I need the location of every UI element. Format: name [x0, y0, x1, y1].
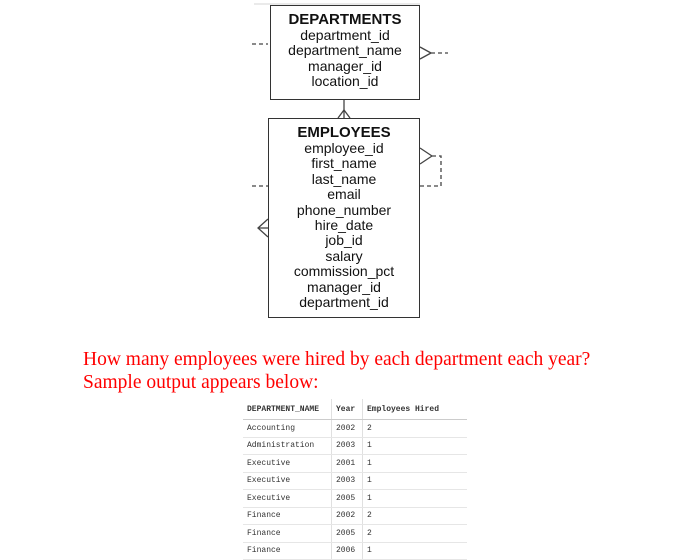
- column-header: DEPARTMENT_NAME: [243, 399, 332, 420]
- column-header: Employees Hired: [363, 399, 468, 420]
- table-cell: Executive: [243, 472, 332, 490]
- sample-output-table: [243, 399, 467, 560]
- employees-attr: salary: [325, 247, 363, 264]
- employees-attr: department_id: [299, 294, 389, 311]
- table-row: [243, 420, 467, 438]
- table-cell: 2: [363, 525, 468, 543]
- question-text: How many employees were hired by each department each year? Sample output appears below:: [83, 349, 591, 393]
- table-cell: 1: [363, 455, 468, 473]
- table-cell: 2002: [332, 420, 363, 438]
- table-row: [243, 507, 467, 525]
- employees-attr: last_name: [311, 170, 377, 187]
- table-cell: Administration: [243, 437, 332, 455]
- departments-attr: department_name: [288, 42, 402, 59]
- table-cell: 2002: [332, 507, 363, 525]
- table-row: [243, 525, 467, 543]
- table-cell: Executive: [243, 455, 332, 473]
- emp-crowfoot-right: [420, 148, 432, 164]
- table-cell: Finance: [243, 525, 332, 543]
- employees-attr: email: [327, 186, 361, 203]
- table-cell: 2: [363, 420, 468, 438]
- table-cell: 2005: [332, 490, 363, 508]
- table-cell: 2003: [332, 437, 363, 455]
- employees-attr: job_id: [325, 232, 363, 249]
- departments-attr: location_id: [311, 73, 379, 90]
- table-cell: Executive: [243, 490, 332, 508]
- employees-attr: first_name: [311, 155, 377, 172]
- column-header: Year: [332, 399, 363, 420]
- table-cell: 2001: [332, 455, 363, 473]
- table-row: [243, 455, 467, 473]
- table-cell: Finance: [243, 507, 332, 525]
- table-row: [243, 490, 467, 508]
- employees-entity: [268, 118, 420, 318]
- emp-self-ref-dashed: [420, 156, 441, 186]
- table-cell: 1: [363, 542, 468, 560]
- employees-attr: employee_id: [304, 140, 384, 156]
- departments-attr: department_id: [300, 27, 390, 43]
- table-cell: 1: [363, 437, 468, 455]
- departments-attr: manager_id: [308, 57, 382, 74]
- table-cell: 2: [363, 507, 468, 525]
- employees-title: EMPLOYEES: [297, 124, 391, 141]
- table-cell: Finance: [243, 542, 332, 560]
- table-cell: 2005: [332, 525, 363, 543]
- table-cell: Accounting: [243, 420, 332, 438]
- employees-attr: manager_id: [307, 278, 381, 295]
- table-row: [243, 437, 467, 455]
- employees-attr: hire_date: [314, 217, 374, 234]
- table-cell: 2006: [332, 542, 363, 560]
- table-cell: 1: [363, 472, 468, 490]
- employees-attr: commission_pct: [293, 263, 395, 280]
- table-row: [243, 472, 467, 490]
- table-cell: 2003: [332, 472, 363, 490]
- table-cell: 1: [363, 490, 468, 508]
- table-header-row: [243, 399, 467, 420]
- employees-attr: phone_number: [296, 201, 392, 218]
- departments-entity: [270, 5, 420, 100]
- dept-crowfoot-right: [420, 47, 431, 59]
- table-row: [243, 542, 467, 560]
- departments-title: DEPARTMENTS: [288, 11, 402, 28]
